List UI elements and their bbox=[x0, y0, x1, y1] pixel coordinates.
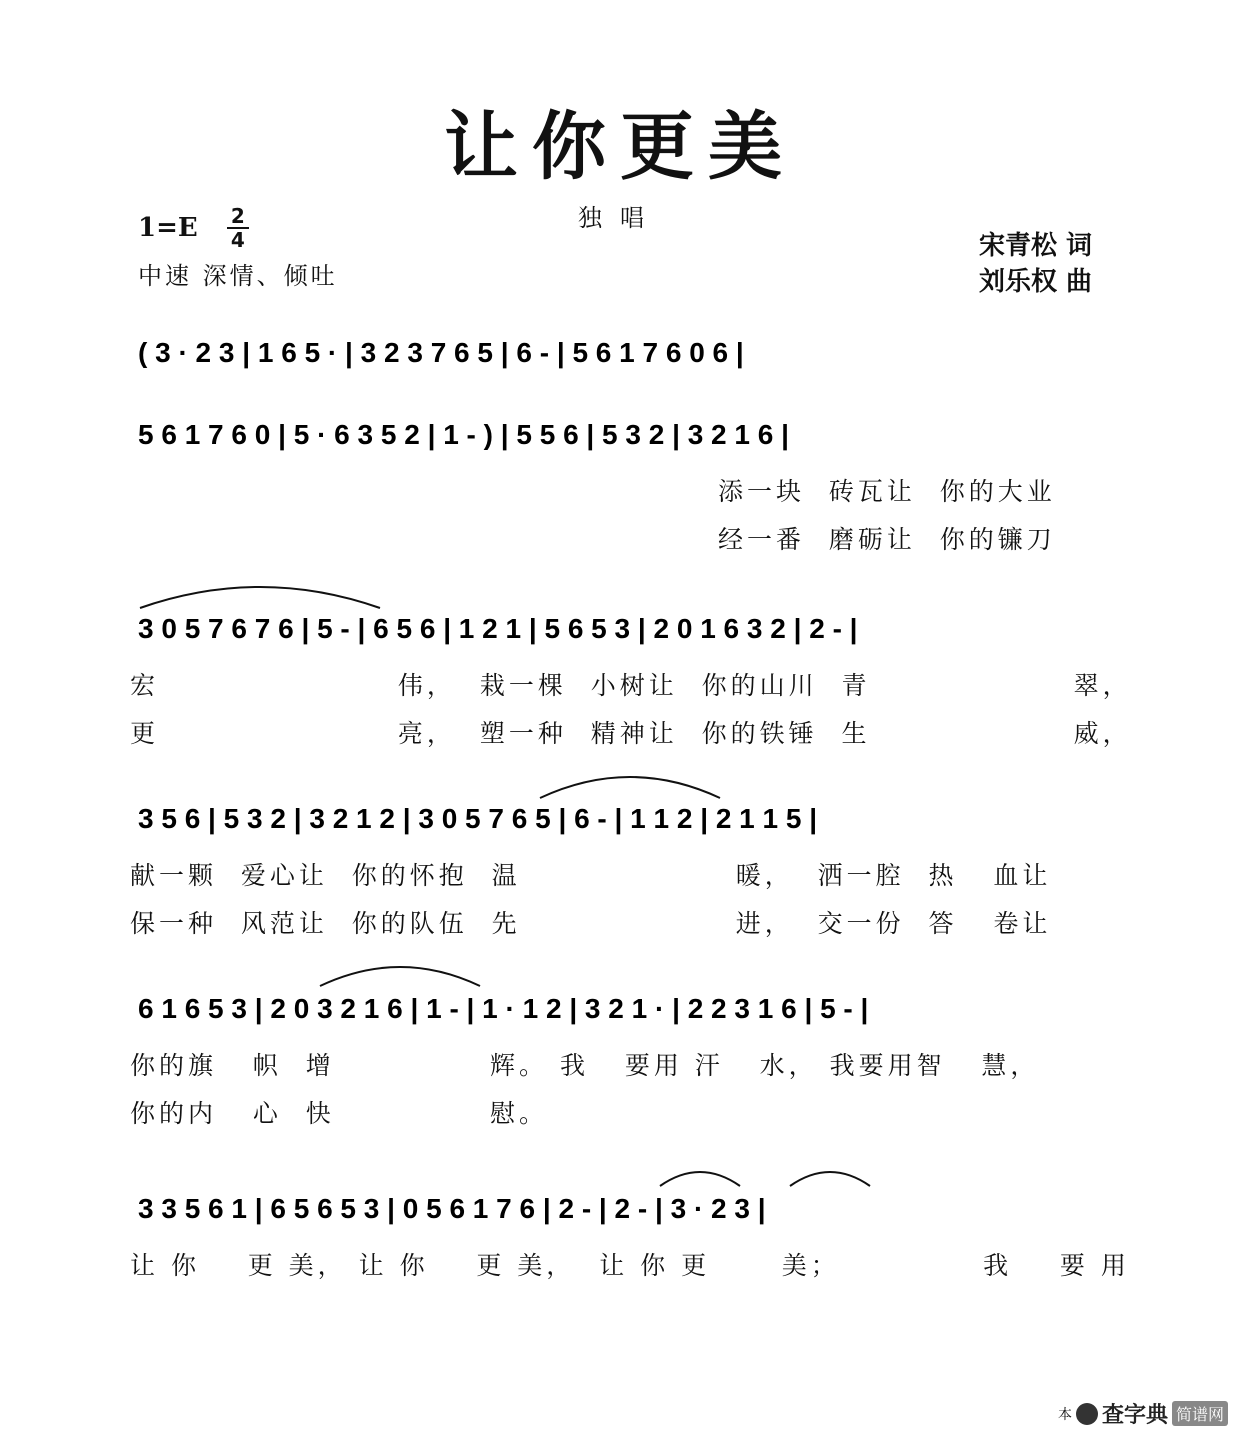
notes-line-4: 3 5 6 | 5 3 2 | 3 2 1 2 | 3 0 5 7 6 5 | 6 - | 1 1 2 | 2 1 1 5 | bbox=[138, 803, 818, 834]
tempo-marking: 中速 深情、倾吐 bbox=[138, 262, 338, 290]
slur-mark bbox=[790, 1172, 870, 1186]
staff-line-4 bbox=[130, 786, 1120, 846]
time-signature-bottom: 4 bbox=[230, 228, 245, 252]
slur-mark bbox=[320, 967, 480, 986]
staff-line-6 bbox=[130, 1176, 1120, 1236]
staff-line-5 bbox=[130, 976, 1120, 1036]
notes-line-3: 3 0 5 7 6 7 6 | 5 - | 6 5 6 | 1 2 1 | 5 6 5 3 | 2 0 1 6 3 2 | 2 - | bbox=[138, 613, 858, 644]
time-signature bbox=[227, 206, 249, 250]
staff-line-3 bbox=[130, 596, 1120, 656]
lyrics-line-5-verse-1: 你的旗 帜 增 辉。 我 要用 汗 水， 我要用智 慧， bbox=[130, 1051, 1040, 1080]
time-signature-top: 2 bbox=[230, 204, 245, 228]
lyrics-line-4-verse-1: 献一颗 爱心让 你的怀抱 温 暖， 洒一腔 热 血让 bbox=[130, 861, 1052, 890]
lyrics-line-3-verse-2: 更 亮， 塑一种 精神让 你的铁锤 生 威， bbox=[130, 719, 1132, 748]
notes-line-1: ( 3 · 2 3 | 1 6 5 · | 3 2 3 7 6 5 | 6 - | 5 6 1 7 6 0 6 | bbox=[138, 337, 744, 368]
staff-line-5-svg bbox=[130, 976, 1120, 1036]
site-watermark bbox=[1058, 1398, 1228, 1429]
slur-mark bbox=[540, 777, 720, 798]
slur-mark bbox=[660, 1172, 740, 1186]
watermark-prefix: 本 bbox=[1057, 1406, 1072, 1423]
staff-line-3-svg bbox=[130, 596, 1120, 656]
staff-line-1-svg bbox=[130, 320, 1120, 380]
site-logo-icon bbox=[1076, 1403, 1098, 1425]
notes-line-5: 6 1 6 5 3 | 2 0 3 2 1 6 | 1 - | 1 · 1 2 | 3 2 1 · | 2 2 3 1 6 | 5 - | bbox=[138, 993, 869, 1024]
staff-line-2 bbox=[130, 402, 1120, 462]
lyrics-line-2-verse-2: 经一番 磨砺让 你的镰刀 bbox=[718, 525, 1056, 554]
staff-line-1 bbox=[130, 320, 1120, 380]
lyrics-line-3-verse-1: 宏 伟， 栽一棵 小树让 你的山川 青 翠， bbox=[130, 671, 1132, 700]
notes-line-6: 3 3 5 6 1 | 6 5 6 5 3 | 0 5 6 1 7 6 | 2 - | 2 - | 3 · 2 3 | bbox=[138, 1193, 766, 1224]
notes-line-2: 5 6 1 7 6 0 | 5 · 6 3 5 2 | 1 - ) | 5 5 6 | 5 3 2 | 3 2 1 6 | bbox=[138, 419, 789, 450]
credits bbox=[979, 228, 1092, 300]
key-signature-block bbox=[138, 206, 249, 250]
watermark-tag: 简谱网 bbox=[1172, 1401, 1228, 1426]
lyrics-line-2-verse-1: 添一块 砖瓦让 你的大业 bbox=[718, 477, 1056, 506]
lyrics-line-4-verse-2: 保一种 风范让 你的队伍 先 进， 交一份 答 卷让 bbox=[130, 909, 1052, 938]
watermark-site: 查字典 bbox=[1101, 1403, 1168, 1428]
song-title: 让你更美 bbox=[444, 104, 796, 190]
staff-line-6-svg bbox=[130, 1176, 1120, 1236]
lyricist: 宋青松 词 bbox=[978, 231, 1092, 261]
lyrics-line-6-verse-1: 让 你 更 美， 让 你 更 美， 让 你 更 美； 我 要 用 bbox=[130, 1251, 1130, 1280]
performance-type: 独唱 bbox=[578, 204, 662, 232]
lyrics-line-5-verse-2: 你的内 心 快 慰。 bbox=[130, 1099, 549, 1128]
staff-line-2-svg bbox=[130, 402, 1120, 462]
slur-mark bbox=[140, 587, 380, 608]
staff-line-4-svg bbox=[130, 786, 1120, 846]
composer: 刘乐权 曲 bbox=[978, 267, 1092, 297]
key-signature: 1=E bbox=[138, 213, 198, 243]
